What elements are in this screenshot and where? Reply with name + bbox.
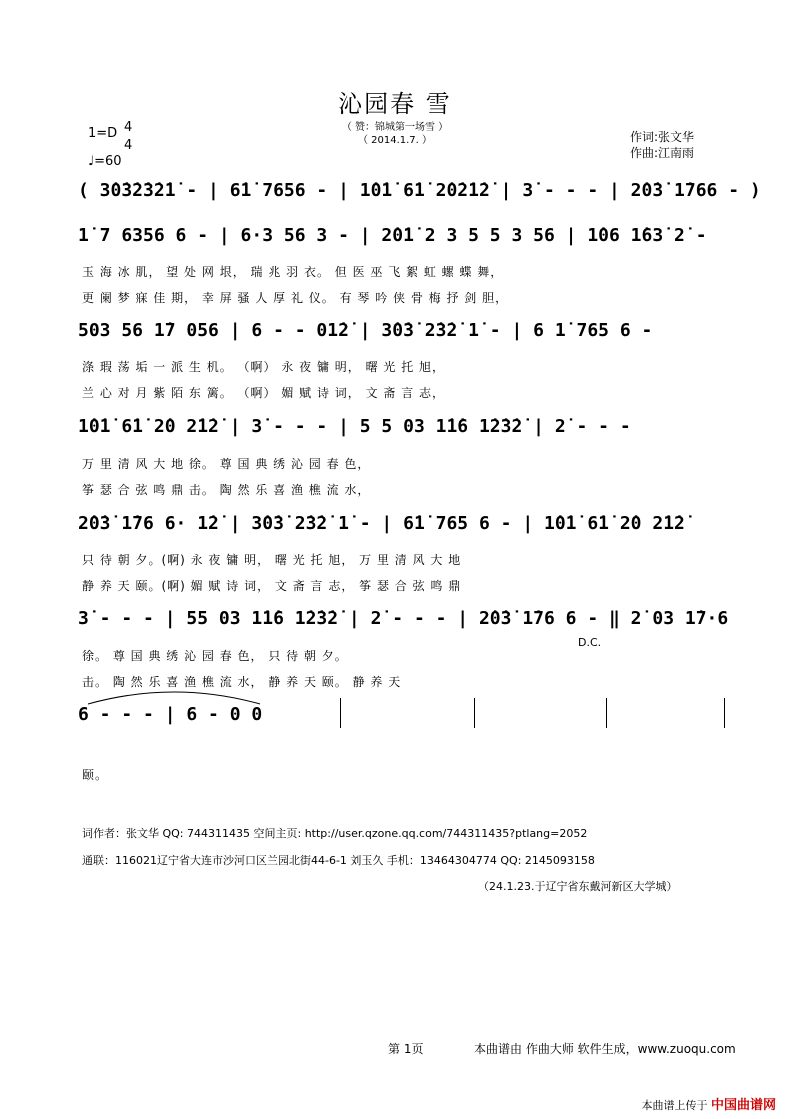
score-line-2: 1̇ 7 6356 6 - | 6·3 56 3 - | 2̇0̇1̇ 2 3 5 5 3 56 | 1̇06 1̇63̇ 2̇ - [78, 225, 707, 246]
barline [474, 698, 475, 728]
composer-credit: 作曲:江南雨 [630, 146, 695, 160]
score-line-7: 6 - - - | 6 - 0 0 [78, 704, 263, 725]
page-title: 沁园春 雪 [338, 90, 452, 118]
lyric-line-2a: 玉 海 冰 肌， 望 处 网 垠， 瑞 兆 羽 衣。 但 医 巫 飞 絮 虹 螺 蝶 舞， [82, 265, 504, 279]
tie-arc [84, 686, 264, 706]
tempo-mark: ♩=60 [88, 154, 122, 169]
time-signature-top: 4 [124, 120, 133, 135]
lyric-line-7a: 颐。 [82, 768, 109, 782]
lyric-line-5b: 静 养 天 颐。(啊) 媚 赋 诗 词， 文 斋 言 志， 筝 瑟 合 弦 鸣 鼎 [82, 579, 462, 593]
subtitle: （ 赞：锦城第一场雪 ） [341, 122, 449, 133]
lyric-line-3a: 涤 瑕 荡 垢 一 派 生 机。 （啊） 永 夜 镛 明， 曙 光 托 旭， [82, 360, 446, 374]
score-line-3: 503 56 1̇7 056 | 6 - - 01̇2̇ | 3̇0̇3̇ 2̇3̇2̇ 1̇ - | 6 1̇ 765 6 - [78, 320, 653, 341]
score-line-1: ( 3̇0̇3̇2̇3̇2̇1̇ - | 6̇1̇ 7656 - | 1̇0̇1̇ 6̇1̇ 2̇0̇2̇1̇2̇ | 3̇ - - - | 2̇0̇3̇ 1̇766 - ) [78, 180, 761, 201]
upload-site [641, 1094, 776, 1113]
lyric-line-6a: 徐。 尊 国 典 绣 沁 园 春 色， 只 待 朝 夕。 [82, 649, 348, 663]
lyricist-credit: 作词:张文华 [630, 130, 695, 144]
time-signature-bottom: 4 [124, 138, 133, 153]
score-line-5: 2̇0̇3̇ 1̇76 6· 1̇2̇ | 3̇0̇3̇ 2̇3̇2̇ 1̇ - | 6̇1̇ 765 6 - | 1̇0̇1̇ 6̇1̇ 2̇0 2̇1̇2̇ [78, 513, 685, 534]
barline [724, 698, 725, 728]
contact-line-1: 词作者：张文华 QQ: 744311435 空间主页: http://user.qzone.qq.com/744311435?ptlang=2052 [82, 827, 588, 840]
lyric-line-5a: 只 待 朝 夕。(啊) 永 夜 镛 明， 曙 光 托 旭， 万 里 清 风 大 地 [82, 553, 462, 567]
score-line-6: 3̇ - - - | 55 03 1̇1̇6 1̇2̇3̇2̇ | 2̇ - - - | 2̇0̇3̇ 1̇76 6 - ‖ 2̇ 03 1̇7·6 [78, 608, 729, 629]
upload-label: 本曲谱上传于 [641, 1099, 708, 1112]
contact-line-2: 通联：116021辽宁省大连市沙河口区兰园北街44-6-1 刘玉久 手机：13464304774 QQ: 2145093158 [82, 854, 595, 867]
lyric-line-4b: 筝 瑟 合 弦 鸣 鼎 击。 陶 然 乐 喜 渔 樵 流 水， [82, 483, 371, 497]
site-logo: 中国曲谱网 [710, 1098, 776, 1113]
barline [340, 698, 341, 728]
barline [606, 698, 607, 728]
lyric-line-3b: 兰 心 对 月 紫 陌 东 篱。 （啊） 媚 赋 诗 词， 文 斋 言 志， [82, 386, 446, 400]
dc-mark: D.C. [578, 636, 602, 649]
key-signature: 1=D [88, 126, 118, 141]
score-line-4: 1̇0̇1̇ 6̇1̇ 2̇0 2̇1̇2̇ | 3̇ - - - | 5 5 03 1̇1̇6 1̇2̇3̇2̇ | 2̇ - - - [78, 416, 631, 437]
date-subtitle: （ 2014.1.7. ） [357, 135, 433, 146]
lyric-line-2b: 更 阑 梦 寐 佳 期， 幸 屏 骚 人 厚 礼 仪。 有 琴 吟 侠 骨 梅 抒 剑 胆， [82, 291, 509, 305]
page-number: 第 1页 [388, 1042, 424, 1056]
date-note: （24.1.23.于辽宁省东戴河新区大学城） [478, 880, 678, 893]
lyric-line-4a: 万 里 清 风 大 地 徐。 尊 国 典 绣 沁 园 春 色， [82, 457, 371, 471]
generator-note: 本曲谱由 作曲大师 软件生成，www.zuoqu.com [474, 1042, 736, 1056]
lyric-line-6b: 击。 陶 然 乐 喜 渔 樵 流 水， 静 养 天 颐。 静 养 天 [82, 675, 402, 689]
